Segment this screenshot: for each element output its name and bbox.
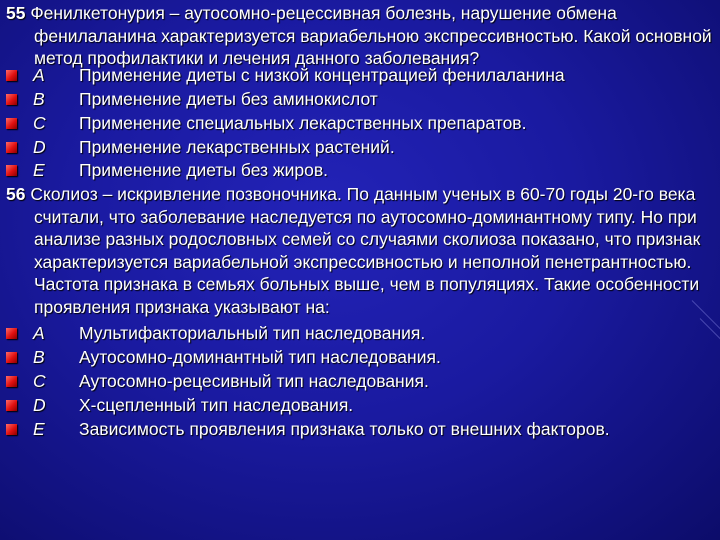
- option-letter: C: [33, 371, 46, 391]
- option-text: Мультифакториальный тип наследования.: [79, 323, 426, 343]
- question-56: [6, 183, 720, 318]
- square-bullet-icon: [6, 376, 17, 387]
- question-number: 55: [6, 3, 26, 23]
- option-text: Применение диеты с низкой концентрацией фенилаланина: [79, 65, 565, 85]
- square-bullet-icon: [6, 328, 17, 339]
- square-bullet-icon: [6, 352, 17, 363]
- option-letter: E: [33, 160, 45, 180]
- option-text: Применение диеты без аминокислот: [79, 89, 378, 109]
- square-bullet-icon: [6, 142, 17, 153]
- option-text: Применение специальных лекарственных препаратов.: [79, 113, 527, 133]
- option-text: Аутосомно-доминантный тип наследования.: [79, 347, 441, 367]
- square-bullet-icon: [6, 94, 17, 105]
- option-letter: B: [33, 347, 45, 367]
- option-letter: A: [33, 65, 45, 85]
- square-bullet-icon: [6, 400, 17, 411]
- option-letter: E: [33, 419, 45, 439]
- question-55: [6, 2, 720, 70]
- question-number: 56: [6, 184, 26, 204]
- option-letter: D: [33, 395, 46, 415]
- square-bullet-icon: [6, 424, 17, 435]
- option-letter: D: [33, 137, 46, 157]
- decorative-line: [700, 318, 720, 343]
- option-letter: A: [33, 323, 45, 343]
- square-bullet-icon: [6, 70, 17, 81]
- option-text: Применение диеты без жиров.: [79, 160, 329, 180]
- question-text: Сколиоз – искривление позвоночника. По данным ученых в 60-70 годы 20-го века считали, что заболевание наследуется по аутосомно-доминантному типу. Но при анализе разных родословных семей со случаями сколиоза показано, что признак характеризуется вариабельной экспрессивностью и неполной пенетрантностью. Частота признака в семьях больных выше, чем в популяциях. Такие особенности проявления признака указывают на:: [30, 184, 701, 317]
- square-bullet-icon: [6, 165, 17, 176]
- option-text: Применение лекарственных растений.: [79, 137, 395, 157]
- option-text: Аутосомно-рецесивный тип наследования.: [79, 371, 429, 391]
- option-text: Зависимость проявления признака только от внешних факторов.: [79, 419, 610, 439]
- square-bullet-icon: [6, 118, 17, 129]
- option-letter: B: [33, 89, 45, 109]
- option-letter: C: [33, 113, 46, 133]
- option-text: Х-сцепленный тип наследования.: [79, 395, 354, 415]
- question-text: Фенилкетонурия – аутосомно-рецессивная болезнь, нарушение обмена фенилаланина характеризуется вариабельною экспрессивностью. Какой основной метод профилактики и лечения данного заболевания?: [30, 3, 712, 68]
